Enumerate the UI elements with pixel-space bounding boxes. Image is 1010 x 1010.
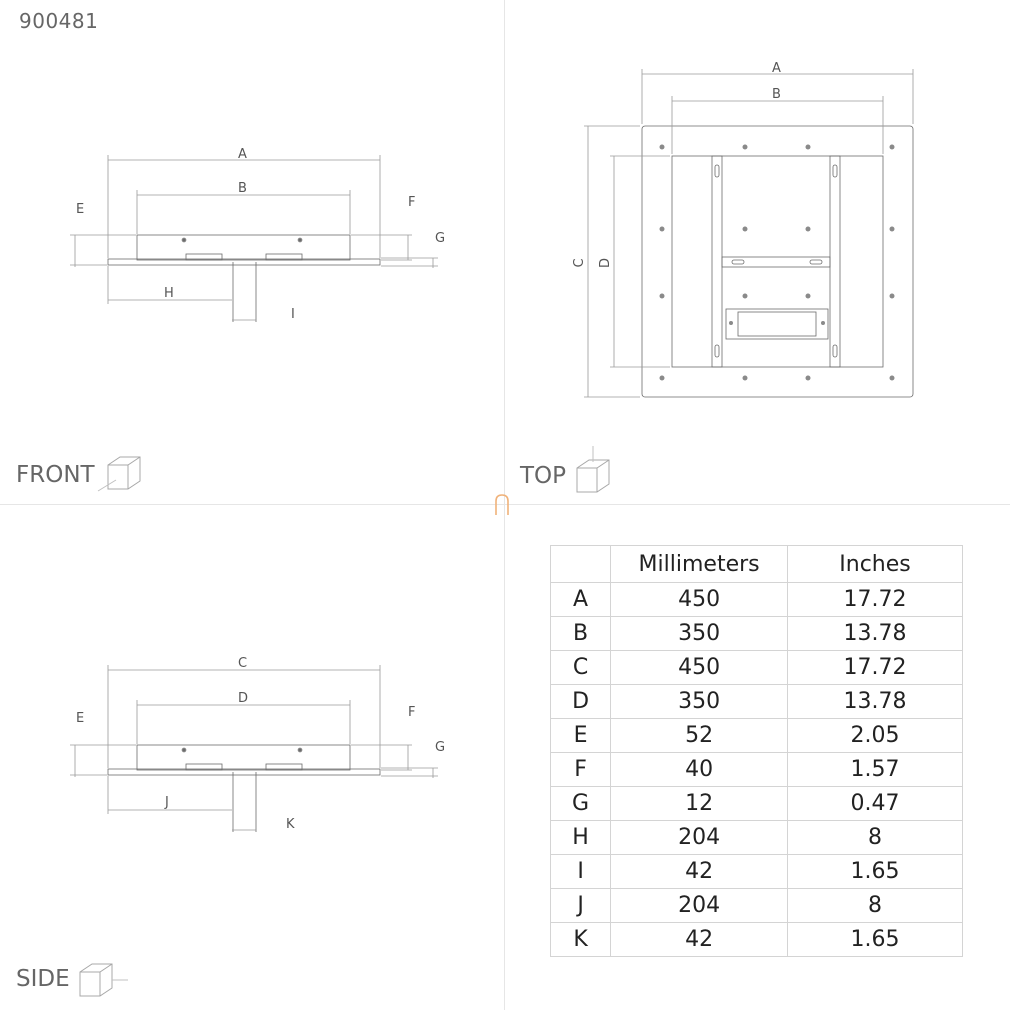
top-dim-a: A <box>772 61 781 76</box>
row-in: 0.47 <box>788 787 963 821</box>
row-label: D <box>551 685 611 719</box>
table-row <box>551 583 963 617</box>
side-dim-e: E <box>76 711 85 726</box>
table-header-blank <box>551 546 611 583</box>
row-mm: 52 <box>611 719 788 753</box>
table-row <box>551 753 963 787</box>
side-dim-c: C <box>238 656 248 671</box>
side-view-label: SIDE <box>16 966 70 992</box>
table-row <box>551 889 963 923</box>
front-view-drawing <box>70 155 438 322</box>
row-in: 13.78 <box>788 685 963 719</box>
cube-arrow-side-icon <box>80 964 128 996</box>
top-view-screws <box>660 145 895 381</box>
top-view-label: TOP <box>520 463 567 489</box>
front-dim-h: H <box>164 286 174 301</box>
table-row <box>551 651 963 685</box>
table-header-millimeters: Millimeters <box>611 546 788 583</box>
front-dim-g: G <box>435 231 446 246</box>
row-mm: 12 <box>611 787 788 821</box>
row-mm: 204 <box>611 889 788 923</box>
row-in: 8 <box>788 821 963 855</box>
table-row <box>551 719 963 753</box>
row-in: 1.57 <box>788 753 963 787</box>
row-in: 2.05 <box>788 719 963 753</box>
row-mm: 204 <box>611 821 788 855</box>
row-label: I <box>551 855 611 889</box>
row-in: 8 <box>788 889 963 923</box>
product-code: 900481 <box>19 9 99 33</box>
front-dim-a: A <box>238 147 247 162</box>
row-in: 13.78 <box>788 617 963 651</box>
row-in: 17.72 <box>788 583 963 617</box>
front-dim-f: F <box>408 195 416 210</box>
side-view-drawing <box>70 665 438 832</box>
front-dim-e: E <box>76 202 85 217</box>
row-mm: 42 <box>611 923 788 957</box>
row-in: 1.65 <box>788 923 963 957</box>
table-row <box>551 685 963 719</box>
row-mm: 42 <box>611 855 788 889</box>
side-dim-f: F <box>408 705 416 720</box>
row-mm: 350 <box>611 685 788 719</box>
top-dim-d: D <box>598 257 613 269</box>
row-label: F <box>551 753 611 787</box>
row-label: K <box>551 923 611 957</box>
top-dim-b: B <box>772 87 781 102</box>
row-mm: 40 <box>611 753 788 787</box>
row-mm: 450 <box>611 583 788 617</box>
side-dim-g: G <box>435 740 446 755</box>
side-dim-d: D <box>238 691 249 706</box>
front-dim-b: B <box>238 181 247 196</box>
table-row <box>551 617 963 651</box>
table-row <box>551 821 963 855</box>
row-label: E <box>551 719 611 753</box>
cube-arrow-top-icon <box>577 446 609 492</box>
row-label: A <box>551 583 611 617</box>
dimensions-table <box>550 545 963 957</box>
row-label: B <box>551 617 611 651</box>
row-label: J <box>551 889 611 923</box>
front-view-label: FRONT <box>16 462 95 488</box>
table-header-inches: Inches <box>788 546 963 583</box>
row-label: G <box>551 787 611 821</box>
row-mm: 350 <box>611 617 788 651</box>
cube-arrow-front-icon <box>98 457 140 491</box>
table-row <box>551 787 963 821</box>
row-mm: 450 <box>611 651 788 685</box>
center-bracket-icon <box>493 493 511 517</box>
side-dim-j: J <box>165 795 169 810</box>
table-row <box>551 923 963 957</box>
top-view-drawing <box>584 69 913 397</box>
table-header-row <box>551 546 963 583</box>
row-in: 1.65 <box>788 855 963 889</box>
row-in: 17.72 <box>788 651 963 685</box>
table-row <box>551 855 963 889</box>
row-label: H <box>551 821 611 855</box>
top-dim-c: C <box>572 258 587 268</box>
row-label: C <box>551 651 611 685</box>
front-dim-i: I <box>291 307 295 322</box>
side-dim-k: K <box>286 817 295 832</box>
